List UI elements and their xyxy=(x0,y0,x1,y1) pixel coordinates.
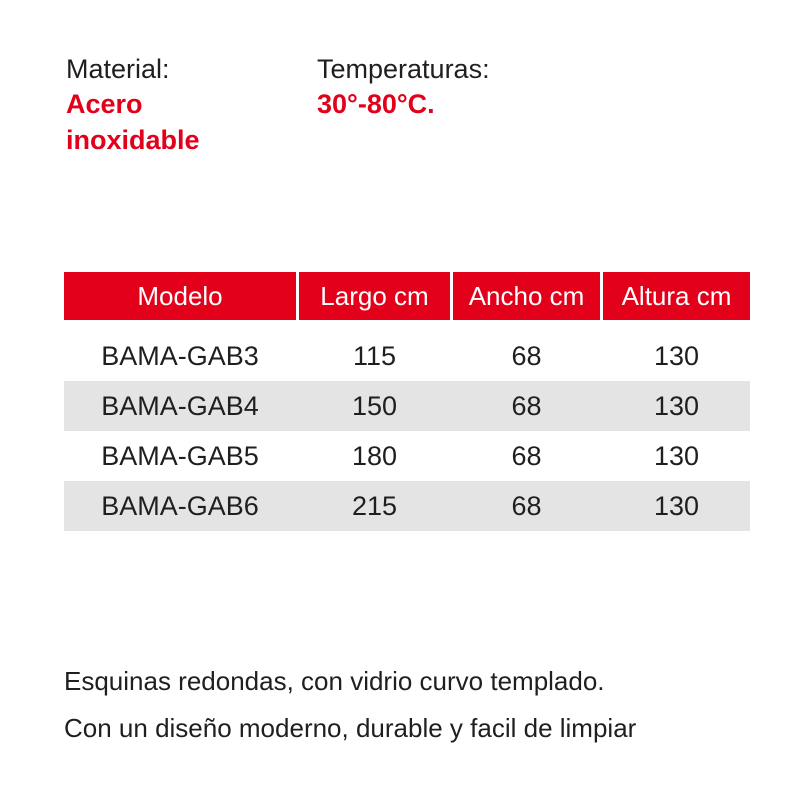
header-modelo: Modelo xyxy=(64,272,296,320)
table-row xyxy=(64,481,750,531)
material-value-line2: inoxidable xyxy=(66,125,200,155)
ancho-cell: 68 xyxy=(511,490,542,521)
table-row xyxy=(64,431,750,481)
temperature-spec xyxy=(317,52,490,122)
model-cell: BAMA-GAB4 xyxy=(101,390,259,421)
altura-cell: 130 xyxy=(653,390,700,421)
largo-cell: 150 xyxy=(351,390,398,421)
dimensions-table xyxy=(64,272,750,531)
table-row xyxy=(64,331,750,381)
header-ancho: Ancho cm xyxy=(453,272,600,320)
description-line-2: Con un diseño moderno, durable y facil de limpiar xyxy=(64,713,637,743)
temperature-label: Temperaturas: xyxy=(317,54,490,84)
model-cell: BAMA-GAB5 xyxy=(101,440,259,471)
table-row xyxy=(64,381,750,431)
material-value-line1: Acero xyxy=(66,89,143,119)
material-spec xyxy=(66,52,246,158)
model-cell: BAMA-GAB3 xyxy=(101,340,259,371)
header-largo: Largo cm xyxy=(299,272,450,320)
header-altura: Altura cm xyxy=(603,272,750,320)
material-value xyxy=(66,86,246,158)
model-cell: BAMA-GAB6 xyxy=(101,490,259,521)
altura-cell: 130 xyxy=(653,440,700,471)
description-line-1: Esquinas redondas, con vidrio curvo templado. xyxy=(64,666,605,696)
largo-cell: 215 xyxy=(351,490,398,521)
largo-cell: 180 xyxy=(351,440,398,471)
temperature-value: 30°-80°C. xyxy=(317,89,435,119)
ancho-cell: 68 xyxy=(511,340,542,371)
ancho-cell: 68 xyxy=(511,440,542,471)
ancho-cell: 68 xyxy=(511,390,542,421)
material-label: Material: xyxy=(66,54,170,84)
table-header-row xyxy=(64,272,750,320)
largo-cell: 115 xyxy=(352,340,397,371)
altura-cell: 130 xyxy=(653,340,700,371)
altura-cell: 130 xyxy=(653,490,700,521)
